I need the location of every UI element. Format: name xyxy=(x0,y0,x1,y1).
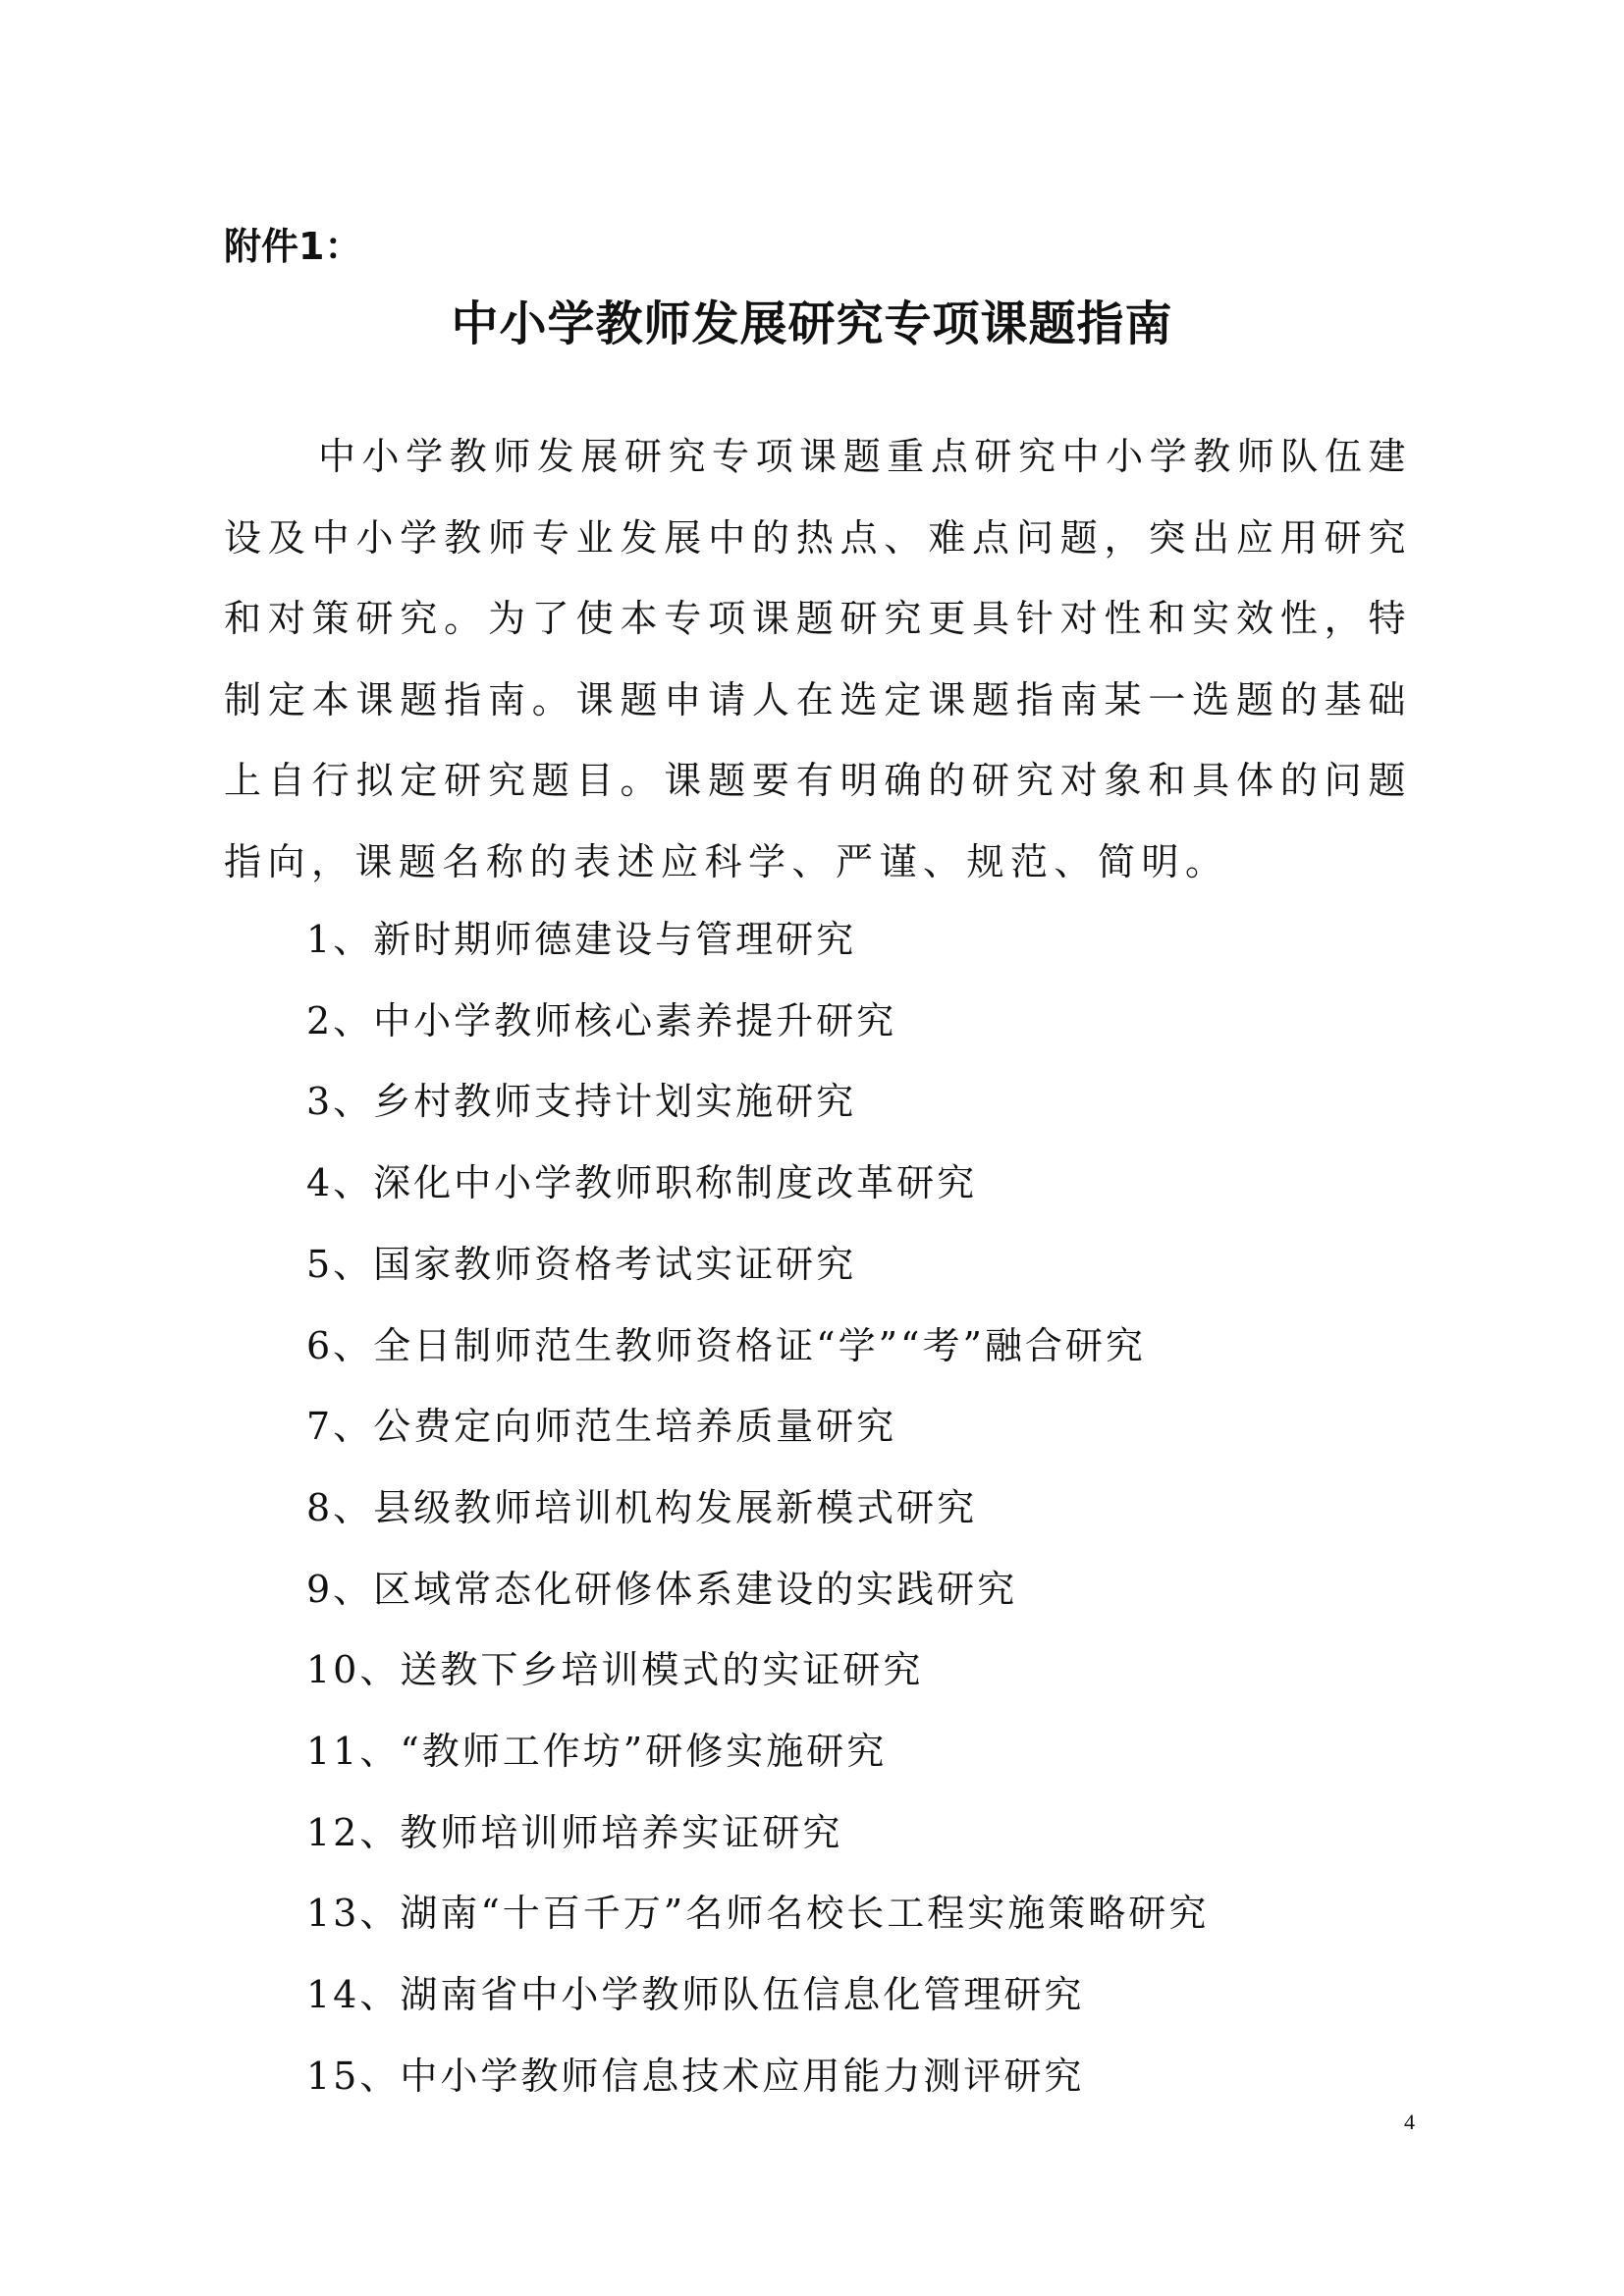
topic-item: 2、中小学教师核心素养提升研究 xyxy=(306,998,897,1042)
topic-item: 3、乡村教师支持计划实施研究 xyxy=(306,1080,857,1124)
topic-item: 11、“教师工作坊”研修实施研究 xyxy=(306,1730,888,1774)
topic-item: 4、深化中小学教师职称制度改革研究 xyxy=(306,1161,978,1205)
topic-list xyxy=(306,899,1209,2117)
topic-item: 7、公费定向师范生培养质量研究 xyxy=(306,1405,897,1449)
topic-item: 12、教师培训师培养实证研究 xyxy=(306,1810,843,1854)
intro-paragraph: 中小学教师发展研究专项课题重点研究中小学教师队伍建设及中小学教师专业发展中的热点、难点问题，突出应用研究和对策研究。为了使本专项课题研究更具针对性和实效性，特制定本课题指南。课题申请人在选定课题指南某一选题的基础上自行拟定研究题目。课题要有明确的研究对象和具体的问题指向，课题名称的表述应科学、严谨、规范、简明。 xyxy=(224,435,1412,883)
topic-item: 6、全日制师范生教师资格证“学”“考”融合研究 xyxy=(306,1323,1146,1367)
page-number: 4 xyxy=(1404,2109,1415,2134)
topic-item: 5、国家教师资格考试实证研究 xyxy=(306,1242,857,1286)
topic-item: 13、湖南“十百千万”名师名校长工程实施策略研究 xyxy=(306,1892,1210,1936)
attachment-label: 附件1： xyxy=(224,225,362,268)
topic-item: 8、县级教师培训机构发展新模式研究 xyxy=(306,1485,978,1529)
topic-item: 15、中小学教师信息技术应用能力测评研究 xyxy=(306,2054,1085,2098)
topic-item: 14、湖南省中小学教师队伍信息化管理研究 xyxy=(306,1973,1085,2017)
topic-item: 10、送教下乡培训模式的实证研究 xyxy=(306,1648,924,1692)
topic-item: 1、新时期师德建设与管理研究 xyxy=(306,918,857,961)
topic-item: 9、区域常态化研修体系建设的实践研究 xyxy=(306,1567,1018,1611)
page-title: 中小学教师发展研究专项课题指南 xyxy=(451,296,1173,351)
